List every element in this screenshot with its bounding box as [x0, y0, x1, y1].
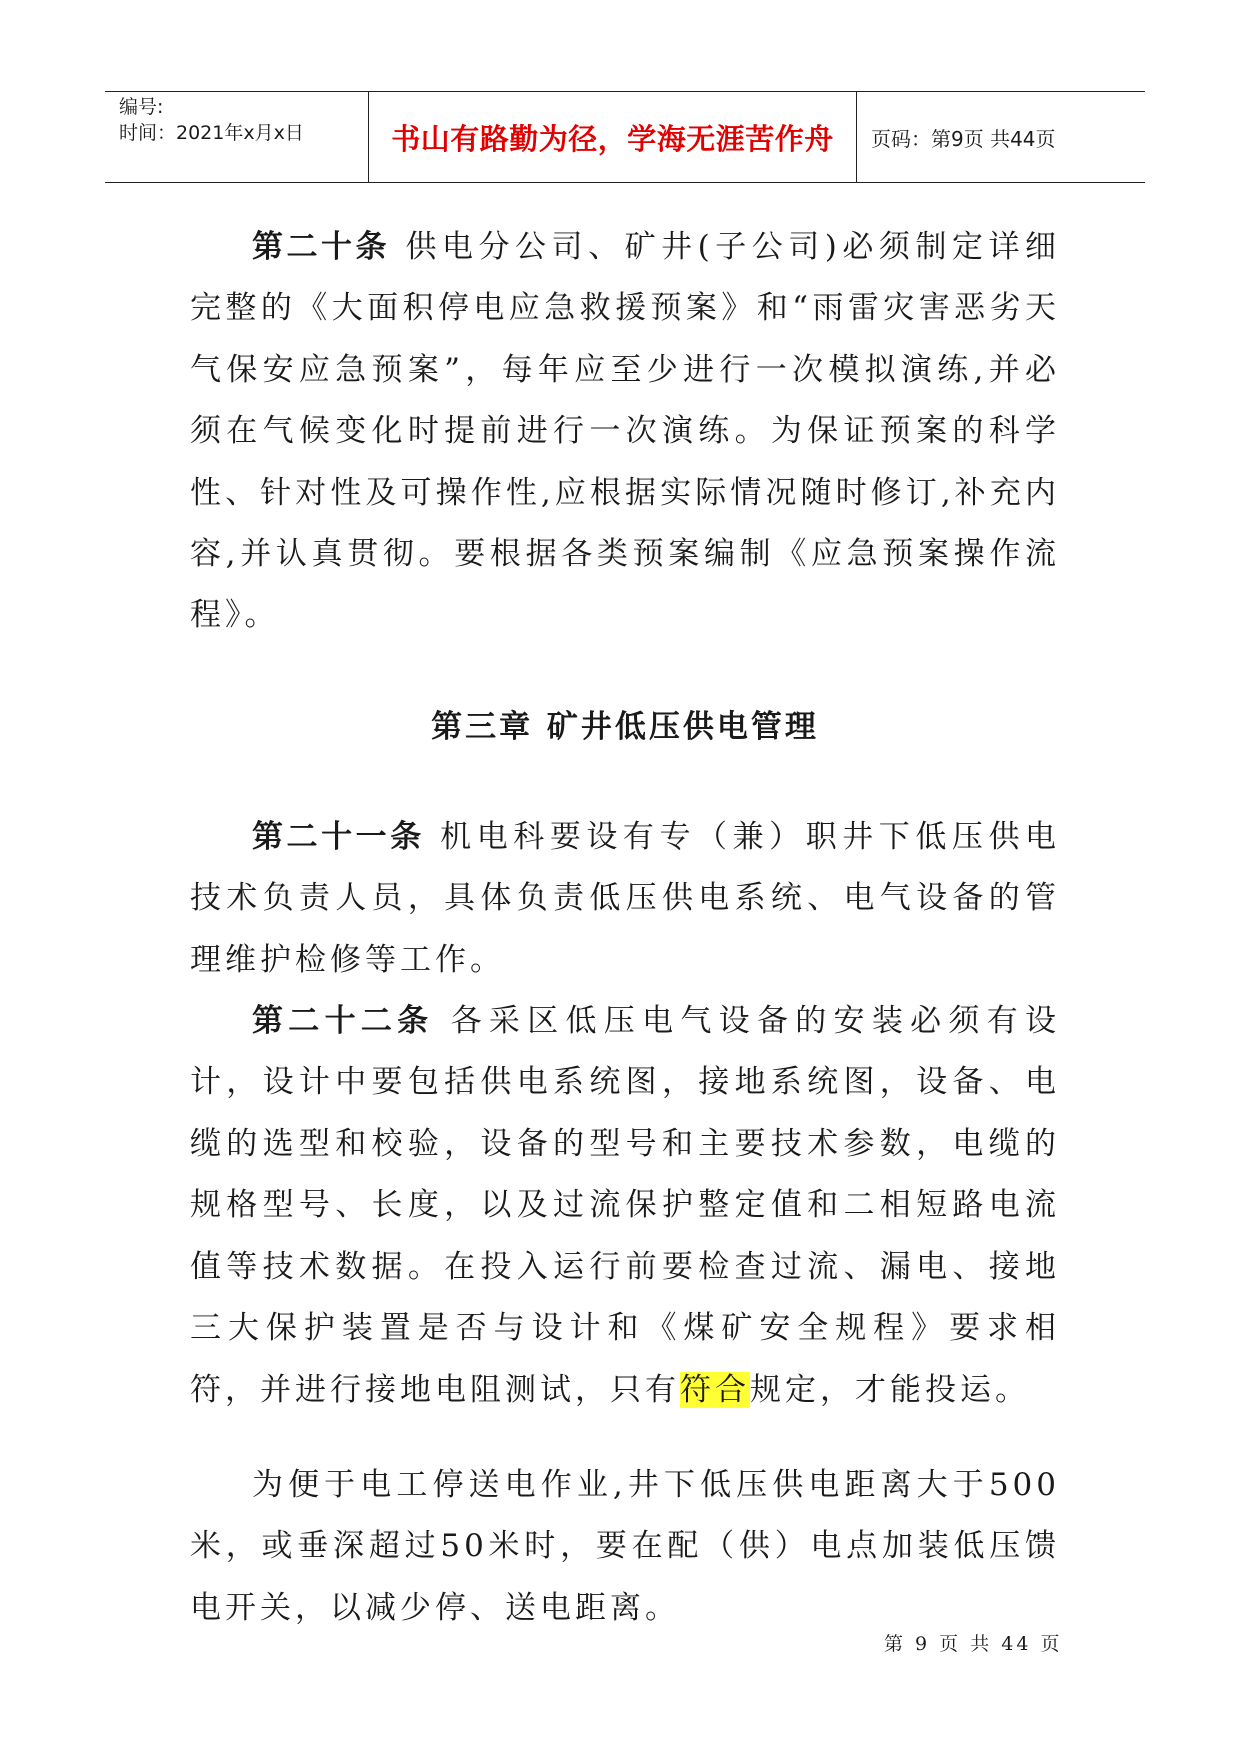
page-footer: 第 9 页 共 44 页 — [884, 1633, 1063, 1655]
header-page-number: 页码：第9页 共44页 — [871, 126, 1056, 151]
article-20-text: 供电分公司、矿井(子公司)必须制定详细完整的《大面积停电应急救援预案》和“雨雷灾害恶劣天气保安应急预案”，每年应至少进行一次模拟演练,并必须在气候变化时提前进行一次演练。为保证预案的科学性、针对性及可操作性,应根据实际情况随时修订,补充内容,并认真贯彻。要根据各类预案编制《应急预案操作流程》。 — [190, 229, 1061, 634]
article-21-paragraph — [190, 807, 1060, 991]
page-header — [105, 91, 1145, 183]
article-21-title: 第二十一条 — [252, 818, 425, 855]
header-motto-cell — [369, 92, 857, 182]
header-motto: 书山有路勤为径，学海无涯苦作舟 — [391, 121, 834, 156]
article-20-paragraph — [190, 217, 1060, 647]
header-page-cell — [857, 92, 1145, 182]
document-body — [190, 217, 1060, 1639]
document-time-label: 时间：2021年x月x日 — [119, 122, 304, 144]
article-21-text: 机电科要设有专（兼）职井下低压供电技术负责人员，具体负责低压供电系统、电气设备的管理维护检修等工作。 — [190, 818, 1060, 978]
article-22-paragraph — [190, 991, 1060, 1421]
highlighted-text: 符合 — [680, 1371, 750, 1408]
article-22-text-after: 规定，才能投运。 — [750, 1371, 1030, 1408]
supplementary-paragraph: 为便于电工停送电作业,井下低压供电距离大于500米，或垂深超过50米时，要在配（供）电点加装低压馈电开关，以减少停、送电距离。 — [190, 1466, 1060, 1626]
article-22-title: 第二十二条 — [252, 1003, 434, 1040]
chapter-heading: 第三章 矿井低压供电管理 — [431, 708, 819, 745]
header-meta-cell — [105, 92, 369, 182]
article-20-title: 第二十条 — [252, 229, 391, 265]
document-number-label: 编号: — [119, 96, 164, 118]
article-22-text-before: 各采区低压电气设备的安装必须有设计，设计中要包括供电系统图，接地系统图，设备、电缆的选型和校验，设备的型号和主要技术参数，电缆的规格型号、长度，以及过流保护整定值和二相短路电流值等技术数据。在投入运行前要检查过流、漏电、接地三大保护装置是否与设计和《煤矿安全规程》要求相符，并进行接地电阻测试，只有 — [190, 1003, 1060, 1408]
